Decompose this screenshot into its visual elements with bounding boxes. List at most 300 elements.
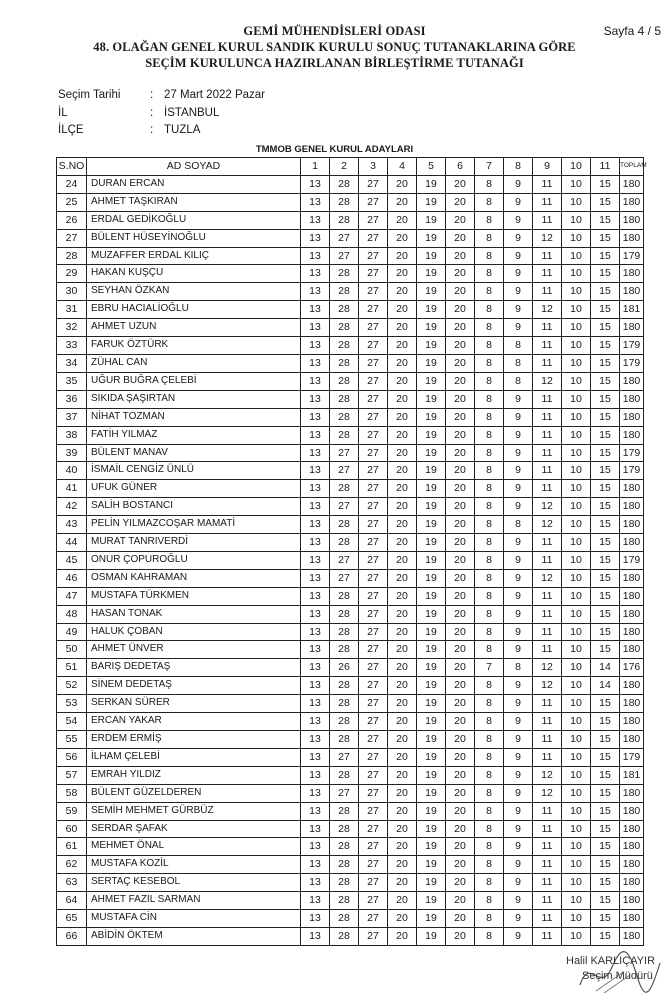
ballot-box-votes: 8: [504, 516, 533, 534]
total-votes: 180: [620, 283, 644, 301]
row-number: 65: [57, 910, 87, 928]
ballot-box-votes: 19: [417, 892, 446, 910]
ballot-box-votes: 27: [359, 319, 388, 337]
ballot-box-votes: 11: [533, 892, 562, 910]
ballot-box-votes: 8: [475, 766, 504, 784]
ballot-box-votes: 8: [475, 892, 504, 910]
ballot-box-votes: 27: [359, 910, 388, 928]
ballot-box-votes: 8: [475, 372, 504, 390]
ballot-box-votes: 12: [533, 569, 562, 587]
ballot-box-votes: 20: [388, 820, 417, 838]
ballot-box-votes: 13: [301, 462, 330, 480]
ballot-box-votes: 20: [388, 354, 417, 372]
ballot-box-votes: 11: [533, 838, 562, 856]
total-votes: 180: [620, 587, 644, 605]
ballot-box-votes: 13: [301, 265, 330, 283]
table-row: [57, 766, 644, 784]
ballot-box-votes: 10: [562, 569, 591, 587]
ballot-box-votes: 10: [562, 444, 591, 462]
ballot-box-votes: 11: [533, 444, 562, 462]
ballot-box-votes: 11: [533, 605, 562, 623]
candidate-name: MUSTAFA KOZİL: [87, 856, 301, 874]
candidate-name: SİNEM DEDETAŞ: [87, 677, 301, 695]
ballot-box-votes: 8: [475, 175, 504, 193]
ballot-box-votes: 9: [504, 892, 533, 910]
ballot-box-votes: 13: [301, 748, 330, 766]
table-row: [57, 784, 644, 802]
meta-value: 27 Mart 2022 Pazar: [164, 89, 266, 101]
candidate-name: SERTAÇ KESEBOL: [87, 874, 301, 892]
ballot-box-votes: 15: [591, 927, 620, 945]
ballot-box-votes: 28: [330, 319, 359, 337]
meta-value: İSTANBUL: [164, 107, 220, 119]
ballot-box-votes: 28: [330, 426, 359, 444]
ballot-box-votes: 27: [359, 569, 388, 587]
row-number: 40: [57, 462, 87, 480]
ballot-box-votes: 10: [562, 713, 591, 731]
total-votes: 180: [620, 856, 644, 874]
ballot-box-votes: 13: [301, 319, 330, 337]
ballot-box-votes: 12: [533, 677, 562, 695]
ballot-box-votes: 10: [562, 623, 591, 641]
ballot-box-votes: 10: [562, 247, 591, 265]
ballot-box-votes: 14: [591, 677, 620, 695]
ballot-box-votes: 28: [330, 605, 359, 623]
ballot-box-votes: 10: [562, 910, 591, 928]
ballot-box-votes: 20: [446, 480, 475, 498]
ballot-box-votes: 27: [359, 659, 388, 677]
total-votes: 180: [620, 820, 644, 838]
candidate-name: SALİH BOSTANCI: [87, 498, 301, 516]
ballot-box-votes: 27: [359, 283, 388, 301]
ballot-box-votes: 8: [475, 247, 504, 265]
ballot-box-votes: 19: [417, 283, 446, 301]
total-votes: 180: [620, 408, 644, 426]
ballot-box-votes: 9: [504, 641, 533, 659]
ballot-box-votes: 20: [446, 892, 475, 910]
ballot-box-votes: 9: [504, 551, 533, 569]
column-header: TOPLAM: [620, 158, 644, 176]
table-row: [57, 319, 644, 337]
ballot-box-votes: 27: [359, 802, 388, 820]
ballot-box-votes: 20: [446, 462, 475, 480]
ballot-box-votes: 27: [330, 784, 359, 802]
ballot-box-votes: 11: [533, 713, 562, 731]
ballot-box-votes: 15: [591, 641, 620, 659]
ballot-box-votes: 20: [446, 766, 475, 784]
ballot-box-votes: 9: [504, 748, 533, 766]
table-row: [57, 820, 644, 838]
row-number: 33: [57, 337, 87, 355]
ballot-box-votes: 11: [533, 319, 562, 337]
column-header: 8: [504, 158, 533, 176]
ballot-box-votes: 20: [388, 587, 417, 605]
table-row: [57, 337, 644, 355]
ballot-box-votes: 28: [330, 193, 359, 211]
ballot-box-votes: 27: [359, 211, 388, 229]
ballot-box-votes: 27: [359, 337, 388, 355]
ballot-box-votes: 27: [359, 480, 388, 498]
ballot-box-votes: 8: [475, 337, 504, 355]
candidate-name: UFUK GÜNER: [87, 480, 301, 498]
ballot-box-votes: 20: [446, 713, 475, 731]
candidate-name: ZÜHAL CAN: [87, 354, 301, 372]
ballot-box-votes: 8: [475, 516, 504, 534]
row-number: 56: [57, 748, 87, 766]
ballot-box-votes: 15: [591, 713, 620, 731]
total-votes: 180: [620, 426, 644, 444]
ballot-box-votes: 27: [359, 874, 388, 892]
ballot-box-votes: 19: [417, 480, 446, 498]
ballot-box-votes: 19: [417, 713, 446, 731]
ballot-box-votes: 20: [388, 910, 417, 928]
ballot-box-votes: 15: [591, 856, 620, 874]
ballot-box-votes: 15: [591, 480, 620, 498]
table-row: [57, 372, 644, 390]
ballot-box-votes: 10: [562, 605, 591, 623]
row-number: 43: [57, 516, 87, 534]
ballot-box-votes: 20: [388, 856, 417, 874]
row-number: 29: [57, 265, 87, 283]
ballot-box-votes: 10: [562, 534, 591, 552]
ballot-box-votes: 27: [359, 229, 388, 247]
ballot-box-votes: 20: [388, 408, 417, 426]
ballot-box-votes: 19: [417, 802, 446, 820]
ballot-box-votes: 11: [533, 247, 562, 265]
ballot-box-votes: 10: [562, 659, 591, 677]
ballot-box-votes: 10: [562, 211, 591, 229]
ballot-box-votes: 20: [446, 874, 475, 892]
ballot-box-votes: 19: [417, 784, 446, 802]
ballot-box-votes: 27: [359, 587, 388, 605]
ballot-box-votes: 8: [504, 337, 533, 355]
table-row: [57, 498, 644, 516]
ballot-box-votes: 8: [475, 229, 504, 247]
ballot-box-votes: 19: [417, 372, 446, 390]
ballot-box-votes: 19: [417, 910, 446, 928]
ballot-box-votes: 19: [417, 534, 446, 552]
ballot-box-votes: 20: [388, 444, 417, 462]
ballot-box-votes: 13: [301, 695, 330, 713]
ballot-box-votes: 20: [388, 784, 417, 802]
total-votes: 180: [620, 910, 644, 928]
row-number: 53: [57, 695, 87, 713]
total-votes: 180: [620, 229, 644, 247]
row-number: 63: [57, 874, 87, 892]
row-number: 47: [57, 587, 87, 605]
row-number: 26: [57, 211, 87, 229]
ballot-box-votes: 8: [475, 713, 504, 731]
ballot-box-votes: 20: [446, 372, 475, 390]
ballot-box-votes: 8: [475, 211, 504, 229]
table-row: [57, 211, 644, 229]
column-header: 1: [301, 158, 330, 176]
table-row: [57, 283, 644, 301]
org-title: GEMİ MÜHENDİSLERİ ODASI: [243, 24, 426, 38]
table-row: [57, 193, 644, 211]
signature-title: Seçim Müdürü: [582, 970, 653, 982]
row-number: 59: [57, 802, 87, 820]
ballot-box-votes: 20: [446, 820, 475, 838]
ballot-box-votes: 27: [359, 856, 388, 874]
ballot-box-votes: 20: [446, 748, 475, 766]
ballot-box-votes: 26: [330, 659, 359, 677]
ballot-box-votes: 28: [330, 802, 359, 820]
ballot-box-votes: 20: [388, 927, 417, 945]
ballot-box-votes: 20: [446, 390, 475, 408]
candidate-name: SEYHAN ÖZKAN: [87, 283, 301, 301]
ballot-box-votes: 28: [330, 910, 359, 928]
meta-province: [58, 107, 219, 119]
ballot-box-votes: 10: [562, 587, 591, 605]
ballot-box-votes: 27: [330, 229, 359, 247]
candidate-name: AHMET FAZIL SARMAN: [87, 892, 301, 910]
ballot-box-votes: 19: [417, 605, 446, 623]
ballot-box-votes: 27: [359, 623, 388, 641]
ballot-box-votes: 27: [359, 820, 388, 838]
ballot-box-votes: 28: [330, 283, 359, 301]
row-number: 42: [57, 498, 87, 516]
ballot-box-votes: 20: [446, 623, 475, 641]
ballot-box-votes: 11: [533, 856, 562, 874]
ballot-box-votes: 19: [417, 211, 446, 229]
row-number: 28: [57, 247, 87, 265]
ballot-box-votes: 11: [533, 623, 562, 641]
ballot-box-votes: 10: [562, 731, 591, 749]
ballot-box-votes: 13: [301, 677, 330, 695]
total-votes: 181: [620, 301, 644, 319]
ballot-box-votes: 13: [301, 193, 330, 211]
table-row: [57, 229, 644, 247]
ballot-box-votes: 11: [533, 551, 562, 569]
ballot-box-votes: 27: [359, 372, 388, 390]
ballot-box-votes: 11: [533, 354, 562, 372]
total-votes: 179: [620, 444, 644, 462]
ballot-box-votes: 12: [533, 229, 562, 247]
ballot-box-votes: 15: [591, 874, 620, 892]
ballot-box-votes: 20: [446, 659, 475, 677]
ballot-box-votes: 8: [475, 301, 504, 319]
candidate-name: HALUK ÇOBAN: [87, 623, 301, 641]
ballot-box-votes: 11: [533, 927, 562, 945]
row-number: 30: [57, 283, 87, 301]
candidate-name: ERCAN YAKAR: [87, 713, 301, 731]
ballot-box-votes: 19: [417, 265, 446, 283]
ballot-box-votes: 15: [591, 731, 620, 749]
ballot-box-votes: 15: [591, 534, 620, 552]
table-row: [57, 659, 644, 677]
ballot-box-votes: 20: [388, 713, 417, 731]
ballot-box-votes: 27: [359, 677, 388, 695]
table-row: [57, 462, 644, 480]
total-votes: 180: [620, 480, 644, 498]
ballot-box-votes: 19: [417, 444, 446, 462]
ballot-box-votes: 15: [591, 426, 620, 444]
ballot-box-votes: 19: [417, 426, 446, 444]
ballot-box-votes: 27: [359, 516, 388, 534]
ballot-box-votes: 20: [446, 211, 475, 229]
ballot-box-votes: 13: [301, 283, 330, 301]
row-number: 57: [57, 766, 87, 784]
total-votes: 180: [620, 713, 644, 731]
column-header: 4: [388, 158, 417, 176]
total-votes: 180: [620, 372, 644, 390]
ballot-box-votes: 15: [591, 444, 620, 462]
ballot-box-votes: 11: [533, 426, 562, 444]
ballot-box-votes: 19: [417, 337, 446, 355]
row-number: 49: [57, 623, 87, 641]
ballot-box-votes: 8: [475, 354, 504, 372]
ballot-box-votes: 10: [562, 337, 591, 355]
ballot-box-votes: 13: [301, 784, 330, 802]
ballot-box-votes: 9: [504, 874, 533, 892]
ballot-box-votes: 20: [388, 283, 417, 301]
candidate-name: AHMET TAŞKIRAN: [87, 193, 301, 211]
ballot-box-votes: 10: [562, 319, 591, 337]
ballot-box-votes: 28: [330, 856, 359, 874]
ballot-box-votes: 9: [504, 498, 533, 516]
ballot-box-votes: 9: [504, 731, 533, 749]
ballot-box-votes: 11: [533, 534, 562, 552]
ballot-box-votes: 15: [591, 193, 620, 211]
ballot-box-votes: 20: [446, 927, 475, 945]
ballot-box-votes: 27: [359, 605, 388, 623]
ballot-box-votes: 15: [591, 623, 620, 641]
table-row: [57, 910, 644, 928]
ballot-box-votes: 9: [504, 766, 533, 784]
ballot-box-votes: 9: [504, 283, 533, 301]
ballot-box-votes: 10: [562, 856, 591, 874]
ballot-box-votes: 11: [533, 337, 562, 355]
ballot-box-votes: 9: [504, 480, 533, 498]
ballot-box-votes: 11: [533, 641, 562, 659]
row-number: 64: [57, 892, 87, 910]
ballot-box-votes: 13: [301, 372, 330, 390]
ballot-box-votes: 28: [330, 587, 359, 605]
ballot-box-votes: 27: [330, 444, 359, 462]
ballot-box-votes: 9: [504, 713, 533, 731]
ballot-box-votes: 19: [417, 856, 446, 874]
document-subtitle: SEÇİM KURULUNCA HAZIRLANAN BİRLEŞTİRME TUTANAĞI: [145, 56, 524, 70]
ballot-box-votes: 13: [301, 802, 330, 820]
ballot-box-votes: 8: [475, 856, 504, 874]
ballot-box-votes: 13: [301, 301, 330, 319]
meta-election-date: [58, 89, 265, 101]
column-header: 7: [475, 158, 504, 176]
ballot-box-votes: 20: [388, 319, 417, 337]
page-number: Sayfa 4 / 5: [603, 24, 661, 38]
ballot-box-votes: 19: [417, 927, 446, 945]
ballot-box-votes: 15: [591, 283, 620, 301]
ballot-box-votes: 20: [446, 444, 475, 462]
ballot-box-votes: 8: [475, 587, 504, 605]
ballot-box-votes: 9: [504, 784, 533, 802]
ballot-box-votes: 9: [504, 211, 533, 229]
ballot-box-votes: 19: [417, 677, 446, 695]
ballot-box-votes: 20: [388, 748, 417, 766]
row-number: 62: [57, 856, 87, 874]
ballot-box-votes: 27: [359, 838, 388, 856]
total-votes: 180: [620, 731, 644, 749]
ballot-box-votes: 20: [388, 211, 417, 229]
ballot-box-votes: 12: [533, 766, 562, 784]
ballot-box-votes: 20: [446, 175, 475, 193]
ballot-box-votes: 8: [504, 354, 533, 372]
ballot-box-votes: 20: [446, 587, 475, 605]
total-votes: 180: [620, 605, 644, 623]
ballot-box-votes: 9: [504, 319, 533, 337]
table-row: [57, 927, 644, 945]
ballot-box-votes: 19: [417, 820, 446, 838]
ballot-box-votes: 27: [359, 247, 388, 265]
ballot-box-votes: 27: [359, 390, 388, 408]
candidate-name: FARUK ÖZTÜRK: [87, 337, 301, 355]
ballot-box-votes: 27: [359, 354, 388, 372]
meta-separator: :: [150, 107, 154, 119]
ballot-box-votes: 11: [533, 731, 562, 749]
ballot-box-votes: 8: [475, 462, 504, 480]
row-number: 34: [57, 354, 87, 372]
ballot-box-votes: 8: [475, 569, 504, 587]
candidate-name: İSMAİL CENGİZ ÜNLÜ: [87, 462, 301, 480]
ballot-box-votes: 28: [330, 677, 359, 695]
ballot-box-votes: 19: [417, 408, 446, 426]
document-title: 48. OLAĞAN GENEL KURUL SANDIK KURULU SONUÇ TUTANAKLARINA GÖRE: [93, 40, 576, 54]
ballot-box-votes: 9: [504, 408, 533, 426]
total-votes: 180: [620, 193, 644, 211]
ballot-box-votes: 28: [330, 641, 359, 659]
ballot-box-votes: 15: [591, 408, 620, 426]
column-header: 9: [533, 158, 562, 176]
table-row: [57, 301, 644, 319]
ballot-box-votes: 8: [475, 623, 504, 641]
table-body: [57, 175, 644, 945]
ballot-box-votes: 9: [504, 569, 533, 587]
ballot-box-votes: 28: [330, 372, 359, 390]
ballot-box-votes: 10: [562, 265, 591, 283]
ballot-box-votes: 28: [330, 713, 359, 731]
table-row: [57, 677, 644, 695]
ballot-box-votes: 8: [475, 265, 504, 283]
ballot-box-votes: 20: [388, 390, 417, 408]
ballot-box-votes: 13: [301, 551, 330, 569]
row-number: 66: [57, 927, 87, 945]
ballot-box-votes: 10: [562, 229, 591, 247]
ballot-box-votes: 15: [591, 462, 620, 480]
ballot-box-votes: 20: [388, 605, 417, 623]
candidate-name: FATİH YILMAZ: [87, 426, 301, 444]
ballot-box-votes: 20: [388, 677, 417, 695]
ballot-box-votes: 20: [446, 731, 475, 749]
row-number: 61: [57, 838, 87, 856]
ballot-box-votes: 20: [446, 301, 475, 319]
candidate-name: SEMİH MEHMET GÜRBÜZ: [87, 802, 301, 820]
ballot-box-votes: 27: [330, 462, 359, 480]
row-number: 31: [57, 301, 87, 319]
ballot-box-votes: 11: [533, 695, 562, 713]
ballot-box-votes: 13: [301, 175, 330, 193]
ballot-box-votes: 11: [533, 587, 562, 605]
results-table: [56, 157, 647, 946]
ballot-box-votes: 19: [417, 641, 446, 659]
ballot-box-votes: 15: [591, 587, 620, 605]
ballot-box-votes: 19: [417, 748, 446, 766]
total-votes: 180: [620, 838, 644, 856]
ballot-box-votes: 15: [591, 766, 620, 784]
ballot-box-votes: 27: [359, 534, 388, 552]
ballot-box-votes: 15: [591, 802, 620, 820]
ballot-box-votes: 27: [359, 766, 388, 784]
